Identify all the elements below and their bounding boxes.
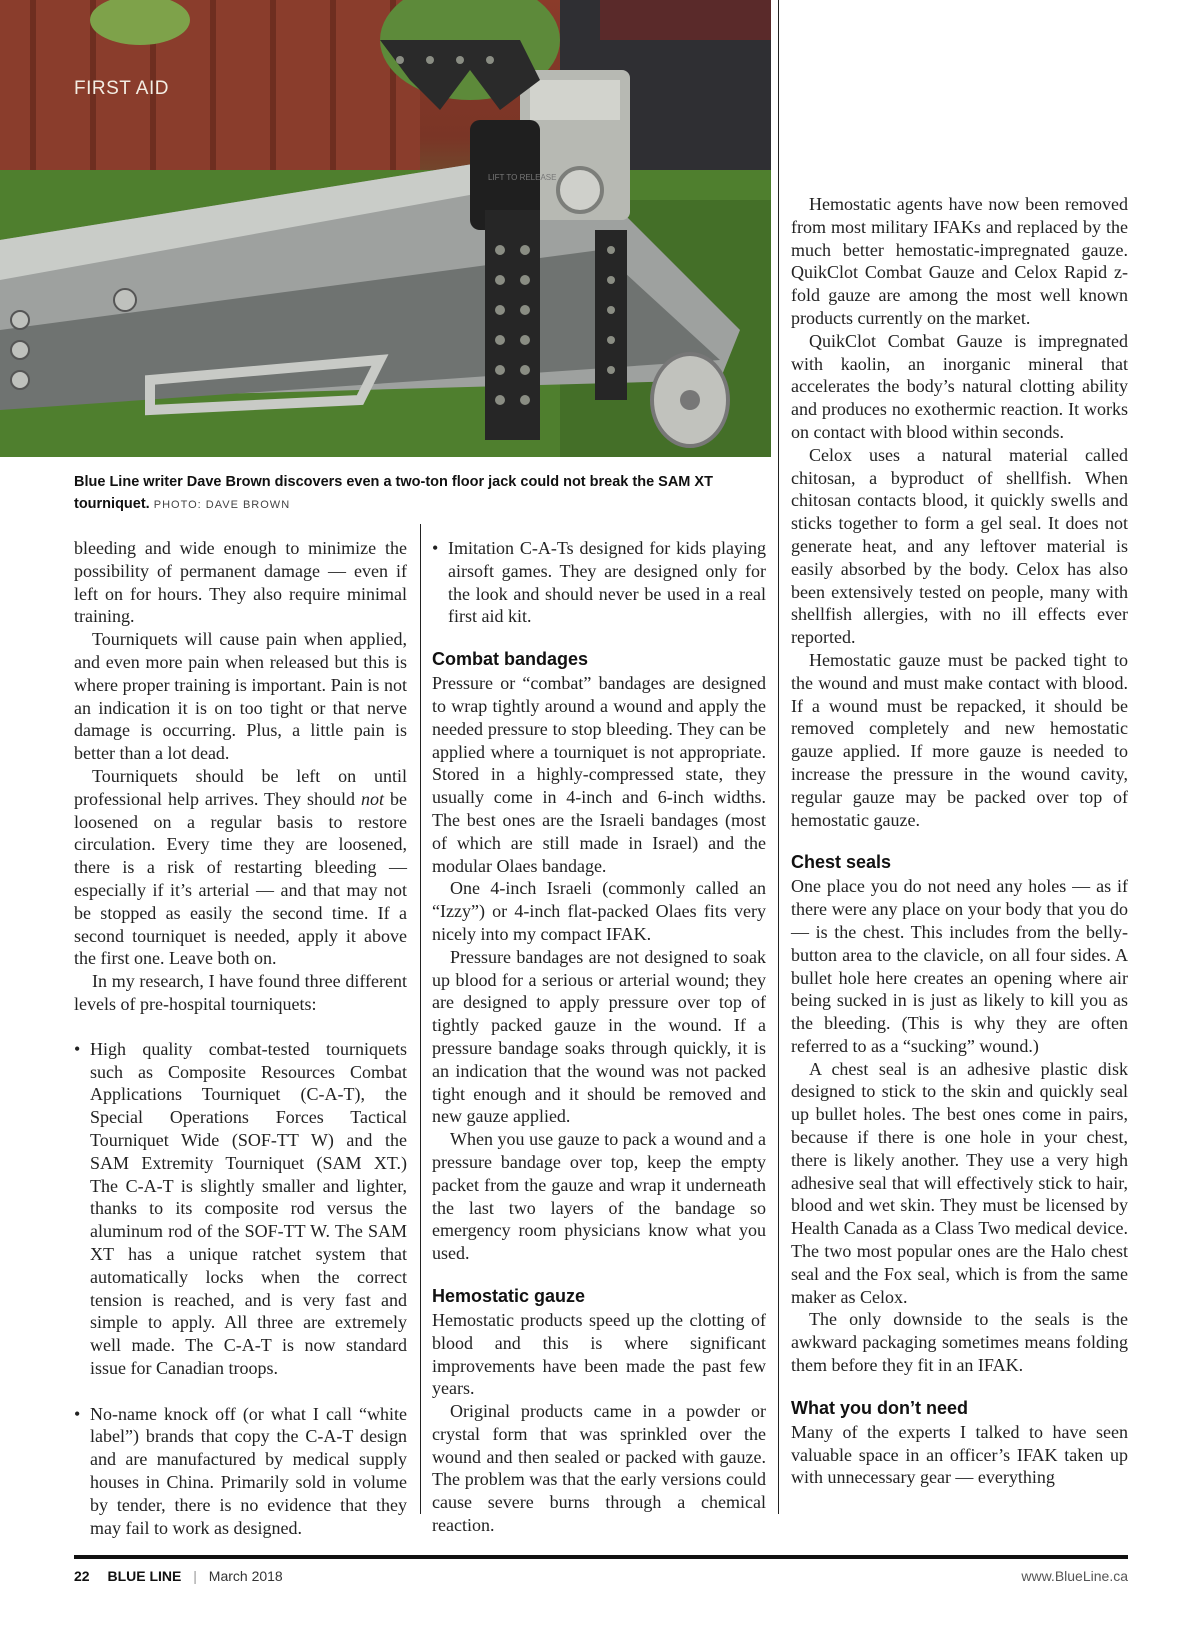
photo-credit: PHOTO: DAVE BROWN — [153, 499, 291, 511]
magazine-name: BLUE LINE — [107, 1568, 182, 1584]
paragraph: Celox uses a natural material called chitosan, a byproduct of shellfish. When chitosan contacts blood, it quickly swells and sticks together to form a gel seal. It does not generate heat, and any leftover material is easily absorbed by the body. Celox has also been extensively tested on people, many with shellfish allergies, with no ill effects ever reported. — [791, 444, 1128, 648]
subheading-what-you-dont-need: What you don’t need — [791, 1397, 968, 1418]
article-column-2 — [432, 537, 766, 1537]
paragraph: Hemostatic agents have now been removed from most military IFAKs and replaced by the much better hemostatic-impregnated gauze. QuikClot Combat Gauze and Celox Rapid z-fold gauze are among the most well known products currently on the market. — [791, 194, 1128, 328]
article-column-3 — [791, 193, 1128, 1489]
section-label: FIRST AID — [74, 78, 169, 99]
fence — [0, 0, 420, 170]
footer-separator: | — [193, 1568, 197, 1584]
article-column-1 — [74, 537, 407, 1562]
paragraph: QuikClot Combat Gauze is impregnated with kaolin, an inorganic mineral that accelerates the body’s natural clotting ability and produces no exothermic reaction. It works on contact with blood within seconds. — [791, 330, 1128, 442]
column-divider — [778, 0, 779, 1514]
floor-jack-illustration — [0, 0, 771, 457]
subheading-hemostatic-gauze: Hemostatic gauze — [432, 1285, 586, 1306]
paragraph: When you use gauze to pack a wound and a pressure bandage over top, keep the empty packet from the gauze and wrap it underneath the last two layers of the bandage so emergency room physicians know what you used. — [432, 1129, 766, 1264]
paragraph: Many of the experts I talked to have seen valuable space in an officer’s IFAK taken up with unnecessary gear — everything — [791, 1421, 1128, 1488]
paragraph: Original products came in a powder or crystal form that was sprinkled over the wound and then sealed or packed with gauze. The problem was that the early versions could cause severe burns through a chemical reaction. — [432, 1401, 766, 1536]
website-link[interactable]: www.BlueLine.ca — [1021, 1568, 1128, 1584]
paragraph: In my research, I have found three different levels of pre-hospital tourniquets: — [74, 971, 407, 1014]
paragraph: Pressure bandages are not designed to soak up blood for a serious or arterial wound; they are designed to apply pressure over top of tightly packed gauze in the wound. If a pressure bandage soaks through quickly, it is an indication that the wound was not packed tight enough and it should be removed and new gauze applied. — [432, 946, 766, 1127]
paragraph: A chest seal is an adhesive plastic disk designed to stick to the skin and quickly seal up bullet holes. The best ones come in pairs, because if there is one hole in your chest, there is likely another. They use a very high adhesive seal that will effectively stick to hair, blood and wet skin. They must be licensed by Health Canada as a Class Two medical device. The two most popular ones are the Halo chest seal and the Fox seal, which is from the same maker as Celox. — [791, 1058, 1128, 1307]
page-number: 22 — [74, 1568, 90, 1584]
paragraph: The only downside to the seals is the awkward packaging sometimes means folding them before they fit in an IFAK. — [791, 1309, 1128, 1376]
photo-caption — [74, 471, 764, 516]
paragraph: One place you do not need any holes — as if there were any place on your body that you do — is the chest. This includes from the belly-button area to the clavicle, on all four sides. A bullet hole here creates an opening where air being sucked in is just as likely to kill you as the bleeding. (This is why they are often referred to as a “sucking” wound.) — [791, 876, 1128, 1056]
column-divider — [420, 524, 421, 1514]
list-item: • High quality combat-tested tourniquets such as Composite Resources Combat Applications Tourniquet (C-A-T), the Special Operations Forces Tactical Tourniquet Wide (SOF-TT W) and the SAM Extremity Tourniquet (SAM XT.) The C-A-T is slightly smaller and lighter, thanks to its composite rod versus the aluminum rod of the SOF-TT W. The SAM XT has a unique ratchet system that automatically locks when the correct tension is reached, and is very fast and simple to apply. All three are extremely well made. The C-A-T is now standard issue for Canadian troops. — [74, 1038, 407, 1380]
paragraph: Tourniquets will cause pain when applied, and even more pain when released but this is where proper training is important. Pain is not an indication it is on too tight or that nerve damage is occurring. Plus, a little pain is better than a lot dead. — [74, 629, 407, 764]
issue-date: March 2018 — [208, 1568, 283, 1584]
subheading-chest-seals: Chest seals — [791, 852, 892, 873]
paragraph: One 4-inch Israeli (commonly called an “Izzy”) or 4-inch flat-packed Olaes fits very nicely into my compact IFAK. — [432, 878, 766, 944]
footer-rule — [74, 1555, 1128, 1559]
list-item: • Imitation C-A-Ts designed for kids playing airsoft games. They are designed only for the look and should never be used in a real first aid kit. — [432, 537, 766, 628]
paragraph: Hemostatic gauze must be packed tight to the wound and must make contact with blood. If a wound must be repacked, it should be removed completely and new hemostatic gauze applied. If more gauze is needed to increase the pressure in the wound cavity, regular gauze may be packed over top of hemostatic gauze. — [791, 649, 1128, 830]
subheading-combat-bandages: Combat bandages — [432, 649, 589, 670]
page-footer — [74, 1568, 1128, 1584]
strap-label: LIFT TO RELEASE — [488, 173, 557, 182]
list-item: • No-name knock off (or what I call “white label”) brands that copy the C-A-T design and are manufactured by medical supply houses in China. Primarily sold in volume by tender, there is no evidence that they may fail to work as designed. — [74, 1403, 407, 1540]
paragraph: Tourniquets should be left on until professional help arrives. They should not be loosened on a regular basis to restore circulation. Every time they are loosened, there is a risk of restarting bleeding — especially if it’s arterial — and that may not be stopped as easily the second time. If a second tourniquet is needed, apply it above the first one. Leave both on. — [74, 765, 407, 969]
caption-text: Blue Line writer Dave Brown discovers even a two-ton floor jack could not break the SAM XT tourniquet. — [74, 474, 713, 512]
paragraph: Hemostatic products speed up the clotting of blood and this is where significant improvements have been made the past few years. — [432, 1309, 766, 1399]
paragraph: bleeding and wide enough to minimize the possibility of permanent damage — even if left on for hours. They also require minimal training. — [74, 538, 407, 627]
paragraph: Pressure or “combat” bandages are designed to wrap tightly around a wound and apply the needed pressure to stop bleeding. They can be applied where a tourniquet is not appropriate. Stored in a highly-compressed state, they usually come in 4-inch and 6-inch widths. The best ones are the Israeli bandages (most of which are still made in Israel) and the modular Olaes bandage. — [432, 673, 766, 876]
article-photo — [0, 0, 771, 457]
